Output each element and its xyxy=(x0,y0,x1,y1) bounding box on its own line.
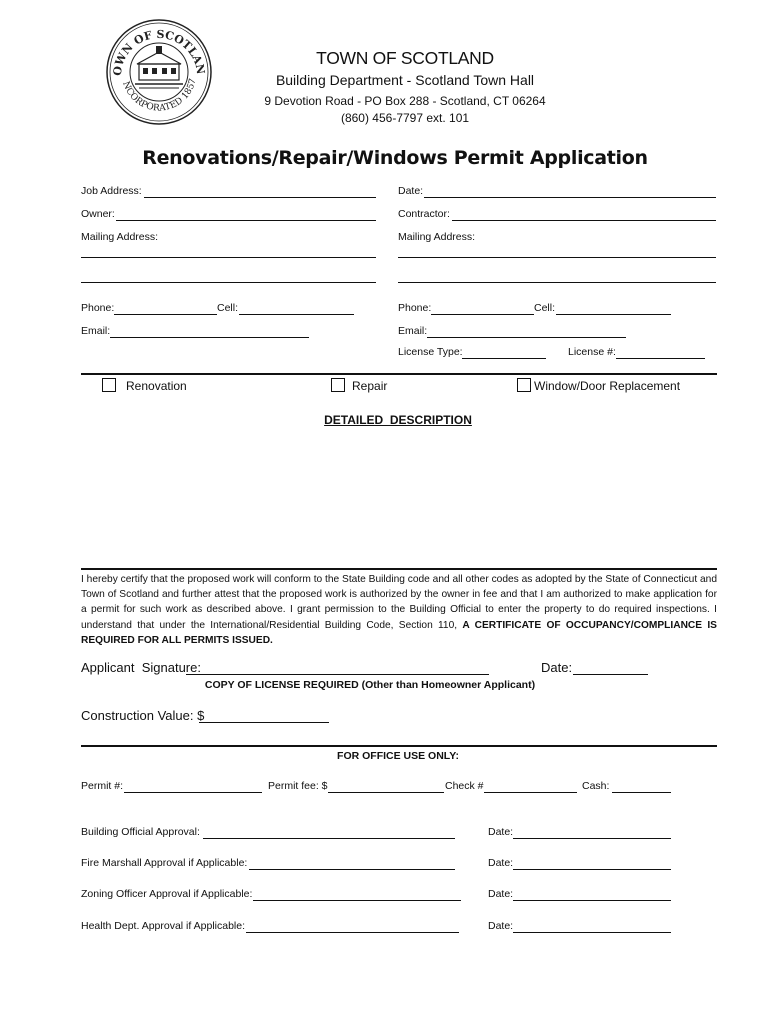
owner-label: Owner: xyxy=(81,208,115,220)
cell-label-right: Cell: xyxy=(534,302,556,314)
phone-label-left: Phone: xyxy=(81,302,115,314)
fire-marshall-approval-label: Fire Marshall Approval if Applicable: xyxy=(81,857,248,869)
mailing-address-label-right: Mailing Address: xyxy=(398,231,476,243)
signature-date-label: Date: xyxy=(541,660,573,675)
building-official-approval-label: Building Official Approval: xyxy=(81,826,200,838)
certification-text xyxy=(81,572,717,648)
detailed-description-heading: DETAILED DESCRIPTION xyxy=(324,413,472,427)
permit-fee-field[interactable] xyxy=(328,792,444,793)
job-address-label: Job Address: xyxy=(81,185,142,197)
separator-rule-middle xyxy=(81,568,717,570)
mailing-address-field-left-1[interactable] xyxy=(81,257,376,258)
date-field[interactable] xyxy=(424,197,716,198)
cell-label-left: Cell: xyxy=(217,302,239,314)
header-address: 9 Devotion Road - PO Box 288 - Scotland, CT 06264 xyxy=(264,94,546,108)
certification-body: I hereby certify that the proposed work will conform to the State Building code and all other codes as adopted by the State of Connecticut and Town of Scotland and further attest that the proposed work is authorized by the owner in fee and that I am authorized to make application for a permit for such work as described above. I grant permission to the Building Official to enter the property to do required inspections. I understand that under the International/Residential Building Code, Section 110, xyxy=(81,574,717,631)
health-dept-date-field[interactable] xyxy=(513,932,671,933)
renovation-label: Renovation xyxy=(126,379,187,393)
repair-label: Repair xyxy=(352,379,388,393)
permit-number-field[interactable] xyxy=(124,792,262,793)
page-title: Renovations/Repair/Windows Permit Application xyxy=(142,147,648,169)
fire-marshall-date-label: Date: xyxy=(488,857,514,869)
phone-field-right[interactable] xyxy=(431,314,534,315)
zoning-officer-date-field[interactable] xyxy=(513,900,671,901)
check-number-label: Check # xyxy=(445,780,484,792)
owner-field[interactable] xyxy=(116,220,376,221)
email-label-right: Email: xyxy=(398,325,428,337)
email-field-left[interactable] xyxy=(110,337,309,338)
seal-text-top: OWN OF SCOTLAN xyxy=(110,27,208,77)
window-door-checkbox[interactable] xyxy=(517,378,531,392)
contractor-field[interactable] xyxy=(452,220,716,221)
header-department: Building Department - Scotland Town Hall xyxy=(275,72,535,88)
cell-field-right[interactable] xyxy=(556,314,671,315)
header-phone: (860) 456-7797 ext. 101 xyxy=(340,111,470,125)
health-dept-approval-label: Health Dept. Approval if Applicable: xyxy=(81,920,246,932)
zoning-officer-approval-label: Zoning Officer Approval if Applicable: xyxy=(81,888,253,900)
signature-date-field[interactable] xyxy=(573,674,648,675)
permit-fee-label: Permit fee: $ xyxy=(268,780,328,792)
cell-field-left[interactable] xyxy=(239,314,354,315)
certification-bold: A CERTIFICATE OF OCCUPANCY/COMPLIANCE IS REQUIRED FOR ALL PERMITS ISSUED. xyxy=(81,619,717,646)
construction-value-label: Construction Value: $ xyxy=(81,708,205,723)
email-field-right[interactable] xyxy=(427,337,626,338)
mailing-address-field-left-2[interactable] xyxy=(81,282,376,283)
phone-label-right: Phone: xyxy=(398,302,432,314)
cash-field[interactable] xyxy=(612,792,671,793)
mailing-address-field-right-1[interactable] xyxy=(398,257,716,258)
building-official-date-field[interactable] xyxy=(513,838,671,839)
license-type-field[interactable] xyxy=(462,358,546,359)
permit-number-label: Permit #: xyxy=(81,780,124,792)
copy-license-note: COPY OF LICENSE REQUIRED (Other than Homeowner Applicant) xyxy=(204,679,536,691)
date-label: Date: xyxy=(398,185,424,197)
header-town: TOWN OF SCOTLAND xyxy=(316,48,494,68)
zoning-officer-date-label: Date: xyxy=(488,888,514,900)
job-address-field[interactable] xyxy=(144,197,376,198)
building-official-date-label: Date: xyxy=(488,826,514,838)
construction-value-field[interactable] xyxy=(199,722,329,723)
fire-marshall-date-field[interactable] xyxy=(513,869,671,870)
health-dept-approval-field[interactable] xyxy=(246,932,459,933)
mailing-address-field-right-2[interactable] xyxy=(398,282,716,283)
detailed-description-area[interactable] xyxy=(81,432,717,562)
zoning-officer-approval-field[interactable] xyxy=(253,900,461,901)
building-official-approval-field[interactable] xyxy=(203,838,455,839)
check-number-field[interactable] xyxy=(484,792,577,793)
applicant-signature-field[interactable] xyxy=(186,674,489,675)
renovation-checkbox[interactable] xyxy=(102,378,116,392)
contractor-label: Contractor: xyxy=(398,208,450,220)
repair-checkbox[interactable] xyxy=(331,378,345,392)
mailing-address-label-left: Mailing Address: xyxy=(81,231,159,243)
license-number-field[interactable] xyxy=(616,358,705,359)
applicant-signature-label: Applicant Signature: xyxy=(81,660,201,675)
license-number-label: License #: xyxy=(568,346,616,358)
cash-label: Cash: xyxy=(582,780,610,792)
window-door-label: Window/Door Replacement xyxy=(534,379,681,393)
phone-field-left[interactable] xyxy=(114,314,217,315)
seal-text-bottom: NCORPORATED 1857 xyxy=(120,77,199,114)
office-use-heading: FOR OFFICE USE ONLY: xyxy=(337,750,459,762)
separator-rule-office xyxy=(81,745,717,747)
separator-rule-top xyxy=(81,373,717,375)
fire-marshall-approval-field[interactable] xyxy=(249,869,455,870)
license-type-label: License Type: xyxy=(398,346,463,358)
email-label-left: Email: xyxy=(81,325,111,337)
health-dept-date-label: Date: xyxy=(488,920,514,932)
